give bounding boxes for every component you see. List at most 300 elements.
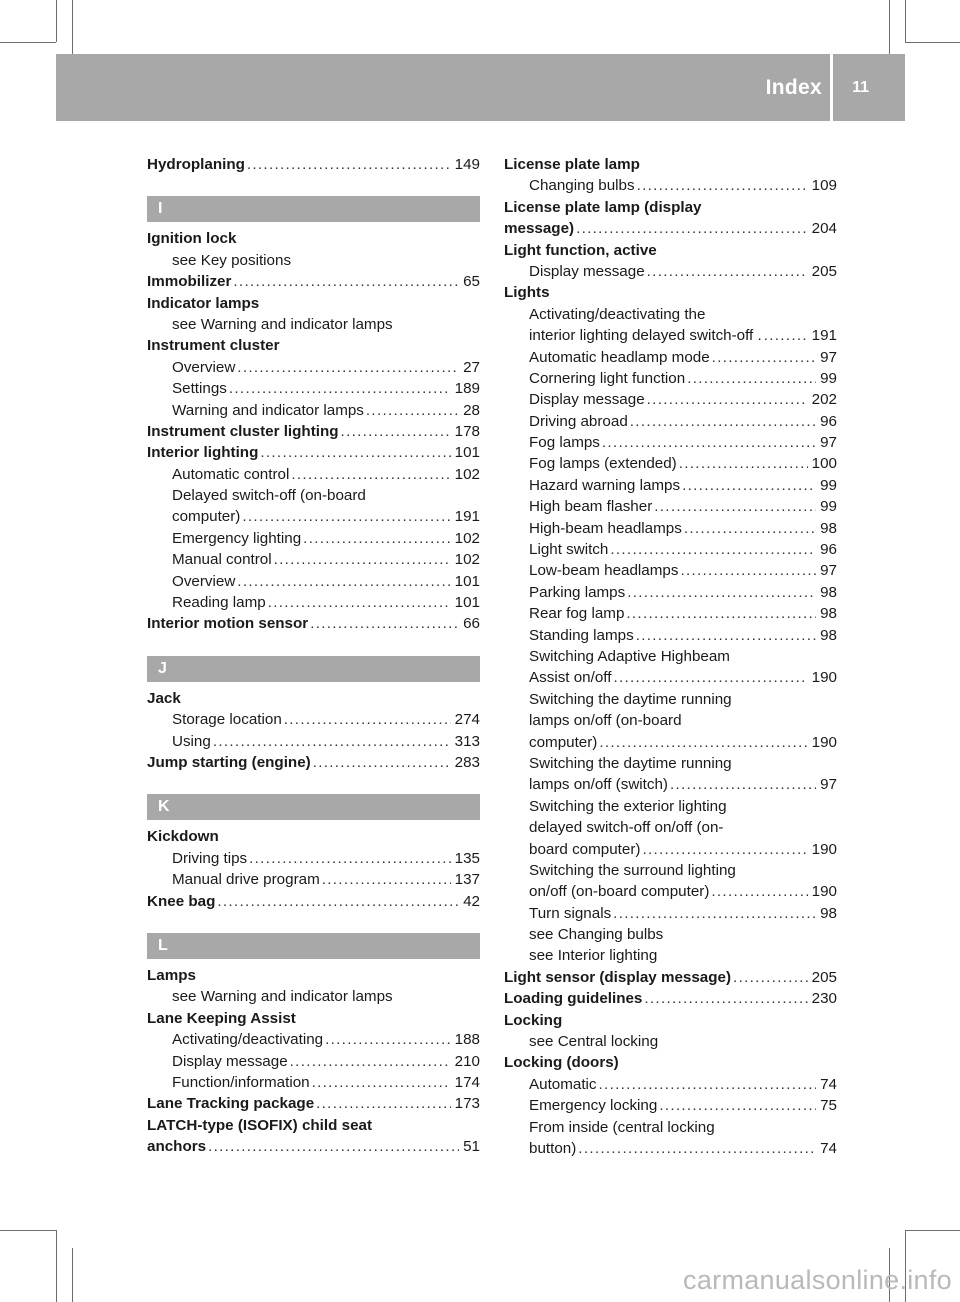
dot-leader	[325, 1029, 451, 1050]
index-subentry	[504, 860, 837, 881]
index-subentry	[147, 1072, 480, 1093]
index-entry	[147, 826, 480, 847]
dot-leader	[670, 774, 816, 795]
crop-mark	[56, 0, 57, 42]
index-entry	[147, 1093, 480, 1114]
page-reference: 149	[454, 156, 480, 173]
entry-text: Knee bag	[147, 892, 216, 910]
entry-text: Warning and indicator lamps	[172, 401, 364, 419]
entry-text: see Central locking	[529, 1033, 659, 1051]
entry-text: Lights	[504, 284, 550, 302]
index-entry	[504, 240, 837, 261]
crop-mark	[889, 0, 890, 54]
index-subentry	[504, 667, 837, 688]
dot-leader	[247, 154, 451, 175]
page-reference: 102	[454, 465, 480, 483]
page-reference: 230	[811, 990, 837, 1008]
entry-text: Switching the daytime running	[529, 754, 732, 772]
index-subentry	[147, 528, 480, 549]
page-reference: 65	[463, 273, 480, 291]
letter-heading: K	[147, 794, 480, 820]
index-entry	[147, 613, 480, 634]
index-subentry	[504, 817, 837, 838]
index-entry	[147, 228, 480, 249]
entry-text: Reading lamp	[172, 594, 266, 612]
entry-text: Immobilizer	[147, 273, 232, 291]
entry-text: Turn signals	[529, 904, 612, 922]
index-entry	[504, 1010, 837, 1031]
dot-leader	[303, 528, 450, 549]
page-reference: 174	[454, 1073, 480, 1091]
page-reference: 202	[811, 391, 837, 409]
index-subentry	[504, 389, 837, 410]
index-subentry	[504, 496, 837, 517]
index-subentry	[504, 1117, 837, 1138]
index-subentry	[504, 796, 837, 817]
page-reference: 97	[820, 434, 837, 452]
index-entry	[504, 1052, 837, 1073]
entry-text: Indicator lamps	[147, 294, 260, 312]
crop-mark	[72, 1248, 73, 1302]
entry-text: Switching the daytime running	[529, 690, 732, 708]
crop-mark	[905, 1230, 960, 1231]
index-subentry	[504, 518, 837, 539]
entry-text: Locking (doors)	[504, 1054, 619, 1072]
entry-text: Emergency locking	[529, 1097, 658, 1115]
page-reference: 27	[463, 358, 480, 376]
page-reference: 190	[811, 883, 837, 901]
index-subentry	[504, 646, 837, 667]
dot-leader	[610, 539, 816, 560]
dot-leader	[679, 453, 808, 474]
page-reference: 173	[454, 1095, 480, 1113]
entry-text: Activating/deactivating the	[529, 305, 706, 323]
dot-leader	[316, 1093, 451, 1114]
dot-leader	[630, 411, 816, 432]
index-subentry	[147, 378, 480, 399]
page-reference: 102	[454, 529, 480, 547]
index-subentry	[504, 368, 837, 389]
dot-leader	[637, 175, 808, 196]
entry-text: see Interior lighting	[529, 947, 658, 965]
entry-text: Jump starting (engine)	[147, 753, 311, 771]
footer-watermark: carmanualsonline.info	[683, 1265, 952, 1295]
entry-text: see Warning and indicator lamps	[172, 988, 393, 1006]
page-reference: 75	[820, 1097, 837, 1115]
page-reference: 99	[820, 369, 837, 387]
dot-leader	[613, 667, 807, 688]
page-reference: 135	[454, 849, 480, 867]
page-reference: 101	[454, 444, 480, 462]
entry-text: Ignition lock	[147, 230, 237, 248]
dot-leader	[217, 891, 459, 912]
dot-leader	[680, 560, 816, 581]
section-title: Index	[765, 76, 822, 99]
page-reference: 99	[820, 498, 837, 516]
index-subentry	[147, 314, 480, 335]
entry-text: Switching the surround lighting	[529, 861, 736, 879]
page-reference: 109	[811, 177, 837, 195]
index-entry	[147, 442, 480, 463]
dot-leader	[312, 1072, 451, 1093]
section-spacer	[147, 635, 480, 656]
entry-text: Interior motion sensor	[147, 615, 309, 633]
entry-text: Automatic headlamp mode	[529, 348, 710, 366]
dot-leader	[233, 271, 459, 292]
page-reference: 28	[463, 401, 480, 419]
entry-text: LATCH-type (ISOFIX) child seat	[147, 1116, 373, 1134]
index-subentry	[147, 250, 480, 271]
entry-text: Locking	[504, 1011, 563, 1029]
index-entry	[504, 197, 837, 218]
index-subentry	[147, 1051, 480, 1072]
entry-text: Instrument cluster	[147, 337, 280, 355]
index-entry	[504, 988, 837, 1009]
dot-leader	[627, 582, 816, 603]
page-reference: 98	[820, 904, 837, 922]
page-reference: 97	[820, 348, 837, 366]
page-reference: 191	[811, 327, 837, 345]
index-subentry	[504, 582, 837, 603]
index-entry	[504, 154, 837, 175]
dot-leader	[313, 752, 451, 773]
letter-heading: J	[147, 656, 480, 682]
header-divider	[830, 54, 833, 121]
dot-leader	[599, 1074, 817, 1095]
index-entry	[147, 1115, 480, 1136]
page-header	[56, 54, 905, 121]
index-entry	[147, 752, 480, 773]
dot-leader	[602, 432, 816, 453]
entry-text: Automatic	[529, 1075, 597, 1093]
index-entry	[147, 154, 480, 175]
index-subentry	[504, 560, 837, 581]
page-reference: 98	[820, 519, 837, 537]
index-entry	[147, 293, 480, 314]
page-reference: 74	[820, 1139, 837, 1157]
dot-leader	[291, 464, 450, 485]
entry-text: Lamps	[147, 966, 196, 984]
index-column-right	[504, 154, 837, 1159]
index-subentry	[504, 347, 837, 368]
index-subentry	[504, 903, 837, 924]
entry-text: computer)	[172, 508, 241, 526]
page-reference: 96	[820, 541, 837, 559]
entry-text: computer)	[529, 733, 598, 751]
dot-leader	[626, 603, 816, 624]
page-reference: 102	[454, 551, 480, 569]
page-reference: 101	[454, 594, 480, 612]
entry-text: Driving tips	[172, 849, 248, 867]
page-reference: 191	[454, 508, 480, 526]
dot-leader	[310, 613, 459, 634]
entry-text: Display message	[172, 1052, 288, 1070]
index-subentry	[504, 453, 837, 474]
index-subentry	[504, 432, 837, 453]
crop-mark	[0, 42, 56, 43]
index-subentry	[504, 1095, 837, 1116]
entry-text: License plate lamp (display	[504, 198, 702, 216]
crop-mark	[905, 0, 906, 42]
dot-leader	[237, 357, 459, 378]
dot-leader	[642, 839, 807, 860]
entry-text: Changing bulbs	[529, 177, 635, 195]
dot-leader	[366, 400, 459, 421]
dot-leader	[229, 378, 451, 399]
dot-leader	[711, 881, 807, 902]
page-reference: 188	[454, 1031, 480, 1049]
index-entry	[504, 218, 837, 239]
dot-leader	[249, 848, 451, 869]
page-reference: 178	[454, 422, 480, 440]
crop-mark	[72, 0, 73, 54]
index-subentry	[504, 1138, 837, 1159]
index-subentry	[147, 485, 480, 506]
dot-leader	[260, 442, 450, 463]
entry-text: board computer)	[529, 840, 641, 858]
dot-leader	[647, 261, 808, 282]
index-subentry	[504, 710, 837, 731]
entry-text: Overview	[172, 572, 236, 590]
entry-text: lamps on/off (on-board	[529, 712, 682, 730]
index-entry	[504, 967, 837, 988]
page-reference: 210	[454, 1052, 480, 1070]
dot-leader	[290, 1051, 451, 1072]
page-reference: 97	[820, 776, 837, 794]
page-reference: 205	[811, 968, 837, 986]
entry-text: lamps on/off (switch)	[529, 776, 668, 794]
dot-leader	[654, 496, 816, 517]
index-subentry	[504, 603, 837, 624]
index-subentry	[504, 539, 837, 560]
index-subentry	[504, 839, 837, 860]
index-subentry	[147, 986, 480, 1007]
index-subentry	[504, 945, 837, 966]
dot-leader	[274, 549, 451, 570]
index-subentry	[504, 625, 837, 646]
entry-text: Lane Tracking package	[147, 1095, 315, 1113]
section-spacer	[147, 773, 480, 794]
index-entry	[147, 1008, 480, 1029]
dot-leader	[682, 475, 816, 496]
entry-text: Kickdown	[147, 828, 219, 846]
index-subentry	[504, 175, 837, 196]
entry-text: Rear fog lamp	[529, 605, 625, 623]
entry-text: Function/information	[172, 1073, 310, 1091]
index-subentry	[147, 549, 480, 570]
entry-text: on/off (on-board computer)	[529, 883, 710, 901]
index-subentry	[147, 357, 480, 378]
entry-text: Display message	[529, 262, 645, 280]
entry-text: Cornering light function	[529, 369, 686, 387]
index-subentry	[504, 732, 837, 753]
dot-leader	[208, 1136, 459, 1157]
page-number: 11	[852, 79, 869, 96]
dot-leader	[322, 869, 451, 890]
entry-text: Jack	[147, 689, 181, 707]
page-reference: 101	[454, 572, 480, 590]
index-entry	[147, 965, 480, 986]
page-reference: 98	[820, 605, 837, 623]
entry-text: message)	[504, 220, 575, 238]
entry-text: Light function, active	[504, 241, 657, 259]
crop-mark	[0, 1230, 56, 1231]
page-reference: 190	[811, 840, 837, 858]
entry-text: Manual drive program	[172, 871, 320, 889]
page-reference: 189	[454, 380, 480, 398]
entry-text: Display message	[529, 391, 645, 409]
section-spacer	[147, 175, 480, 196]
entry-text: Instrument cluster lighting	[147, 422, 339, 440]
index-entry	[147, 1136, 480, 1157]
index-subentry	[147, 869, 480, 890]
entry-text: see Warning and indicator lamps	[172, 315, 393, 333]
crop-mark	[56, 1230, 57, 1302]
dot-leader	[237, 571, 450, 592]
index-subentry	[504, 475, 837, 496]
entry-text: Switching Adaptive Highbeam	[529, 647, 730, 665]
index-subentry	[147, 592, 480, 613]
index-entry	[147, 271, 480, 292]
index-subentry	[504, 774, 837, 795]
index-subentry	[504, 325, 837, 346]
index-subentry	[504, 924, 837, 945]
entry-text: Fog lamps	[529, 434, 600, 452]
entry-text: Settings	[172, 380, 227, 398]
entry-text: Hydroplaning	[147, 156, 245, 173]
entry-text: Low-beam headlamps	[529, 562, 679, 580]
page-reference: 313	[454, 732, 480, 750]
index-subentry	[147, 506, 480, 527]
entry-text: Switching the exterior lighting	[529, 797, 727, 815]
entry-text: Hazard warning lamps	[529, 476, 681, 494]
dot-leader	[764, 325, 808, 346]
page-reference: 137	[454, 871, 480, 889]
dot-leader	[613, 903, 816, 924]
index-subentry	[504, 261, 837, 282]
dot-leader	[659, 1095, 816, 1116]
entry-text: Fog lamps (extended)	[529, 455, 677, 473]
dot-leader	[242, 506, 450, 527]
page-reference: 99	[820, 476, 837, 494]
entry-text: Lane Keeping Assist	[147, 1009, 296, 1027]
page-reference: 274	[454, 711, 480, 729]
page-reference: 283	[454, 753, 480, 771]
dot-leader	[341, 421, 451, 442]
entry-text: Automatic control	[172, 465, 290, 483]
index-subentry	[147, 731, 480, 752]
entry-text: High-beam headlamps	[529, 519, 682, 537]
entry-text: Delayed switch-off (on-board	[172, 487, 366, 505]
index-subentry	[504, 753, 837, 774]
dot-leader	[576, 218, 808, 239]
index-entry	[147, 688, 480, 709]
page-reference: 204	[811, 220, 837, 238]
entry-text: Storage location	[172, 711, 282, 729]
dot-leader	[578, 1138, 816, 1159]
page-reference: 96	[820, 412, 837, 430]
page-reference: 97	[820, 562, 837, 580]
dot-leader	[712, 347, 816, 368]
entry-text: Driving abroad	[529, 412, 628, 430]
page-reference: 190	[811, 733, 837, 751]
entry-text: interior lighting delayed switch-off .	[529, 327, 762, 345]
entry-text: Light sensor (display message)	[504, 968, 732, 986]
dot-leader	[733, 967, 808, 988]
entry-text: Emergency lighting	[172, 529, 302, 547]
page-reference: 98	[820, 626, 837, 644]
entry-text: Using	[172, 732, 211, 750]
entry-text: From inside (central locking	[529, 1118, 715, 1136]
index-subentry	[504, 1074, 837, 1095]
page-reference: 66	[463, 615, 480, 633]
page-reference: 74	[820, 1075, 837, 1093]
entry-text: License plate lamp	[504, 156, 640, 173]
index-subentry	[147, 709, 480, 730]
entry-text: Parking lamps	[529, 583, 626, 601]
index-subentry	[147, 571, 480, 592]
dot-leader	[647, 389, 808, 410]
index-entry	[147, 335, 480, 356]
letter-heading: I	[147, 196, 480, 222]
entry-text: Activating/deactivating	[172, 1031, 324, 1049]
index-subentry	[504, 1031, 837, 1052]
index-subentry	[504, 304, 837, 325]
dot-leader	[268, 592, 451, 613]
index-entry	[147, 421, 480, 442]
entry-text: Interior lighting	[147, 444, 259, 462]
page-reference: 42	[463, 892, 480, 910]
entry-text: Light switch	[529, 541, 609, 559]
letter-heading: L	[147, 933, 480, 959]
entry-text: High beam flasher	[529, 498, 653, 516]
entry-text: Overview	[172, 358, 236, 376]
entry-text: button)	[529, 1139, 577, 1157]
entry-text: Loading guidelines	[504, 990, 643, 1008]
dot-leader	[636, 625, 816, 646]
entry-text: see Key positions	[172, 251, 292, 269]
page-reference: 98	[820, 583, 837, 601]
dot-leader	[213, 731, 451, 752]
entry-text: delayed switch-off on/off (on-	[529, 819, 724, 837]
index-entry	[147, 891, 480, 912]
entry-text: anchors	[147, 1138, 207, 1156]
entry-text: see Changing bulbs	[529, 926, 664, 944]
entry-text: Manual control	[172, 551, 272, 569]
entry-text: Assist on/off	[529, 669, 612, 687]
index-subentry	[147, 464, 480, 485]
dot-leader	[284, 709, 451, 730]
index-subentry	[504, 689, 837, 710]
index-subentry	[147, 848, 480, 869]
index-subentry	[504, 881, 837, 902]
dot-leader	[599, 732, 807, 753]
dot-leader	[644, 988, 807, 1009]
index-column-left	[147, 154, 480, 1157]
page-reference: 190	[811, 669, 837, 687]
index-subentry	[147, 1029, 480, 1050]
index-subentry	[504, 411, 837, 432]
section-spacer	[147, 912, 480, 933]
crop-mark	[905, 42, 960, 43]
entry-text: Standing lamps	[529, 626, 634, 644]
index-subentry	[147, 400, 480, 421]
dot-leader	[684, 518, 816, 539]
page-reference: 51	[463, 1138, 480, 1156]
index-entry	[504, 282, 837, 303]
page-reference: 100	[811, 455, 837, 473]
dot-leader	[687, 368, 816, 389]
